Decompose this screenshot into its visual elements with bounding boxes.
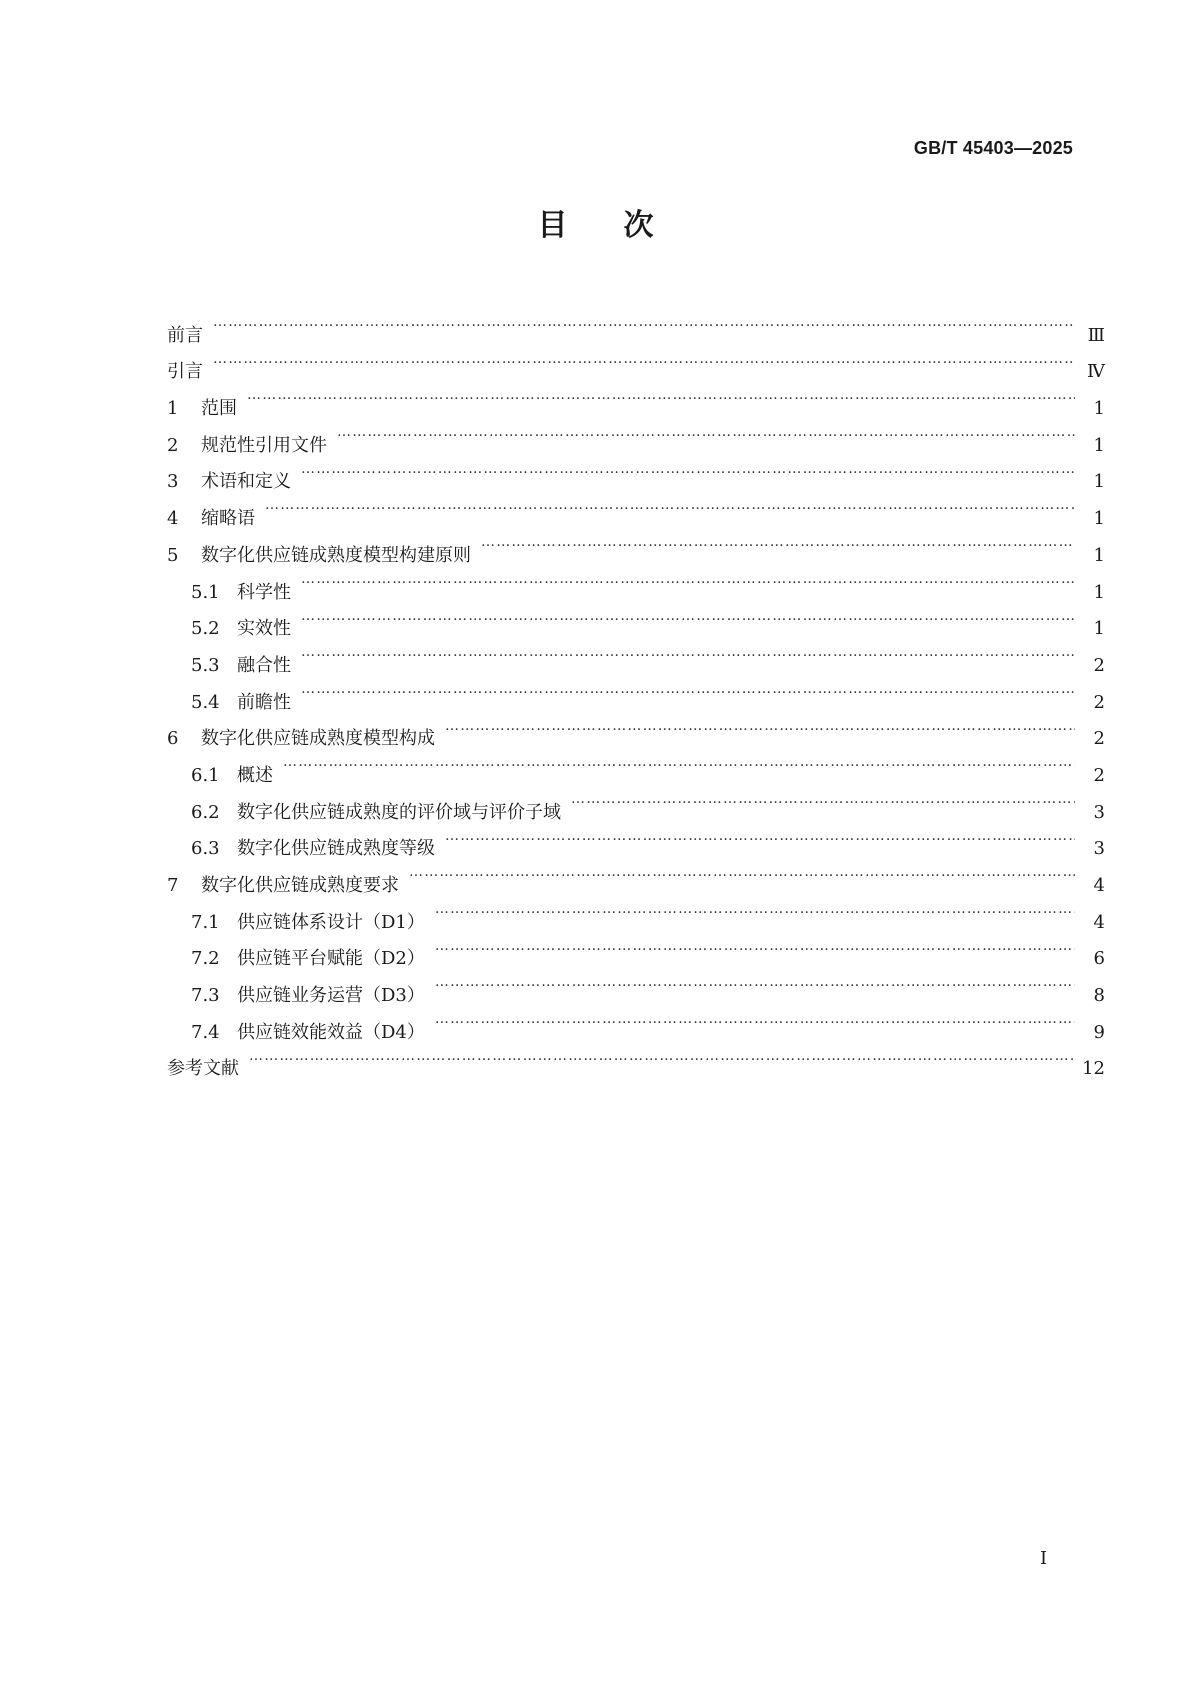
dot-leader (249, 1038, 1075, 1075)
toc-entry-page: 3 (1093, 838, 1105, 860)
toc-entry-page: 1 (1093, 434, 1105, 456)
dot-leader (337, 414, 1075, 451)
toc-entry-label: 参考文献 (167, 1058, 239, 1080)
dot-leader (481, 524, 1075, 561)
toc-entry[interactable] (167, 1038, 1105, 1080)
dot-leader (435, 891, 1075, 928)
dot-leader (571, 781, 1075, 818)
toc-entry-page: 2 (1093, 728, 1105, 750)
toc-entry-number: 5.3 (191, 654, 220, 676)
dot-leader (301, 634, 1075, 671)
toc-entry-label: 范围 (201, 398, 237, 420)
dot-leader (435, 964, 1075, 1001)
dot-leader (435, 1001, 1075, 1038)
toc-entry-label: 数字化供应链成熟度的评价域与评价子域 (237, 801, 561, 823)
toc-entry-number: 5.1 (191, 581, 220, 603)
dot-leader (301, 561, 1075, 598)
toc-entry-number: 5.2 (191, 618, 220, 640)
toc-entry-page: 1 (1093, 581, 1105, 603)
toc-entry-page: 2 (1093, 654, 1105, 676)
toc-entry-label: 规范性引用文件 (201, 434, 327, 456)
table-of-contents (167, 304, 1105, 1080)
toc-entry-label: 数字化供应链成熟度等级 (237, 838, 435, 860)
dot-leader (301, 598, 1075, 635)
toc-entry[interactable] (167, 524, 1105, 566)
toc-entry-label: 前瞻性 (237, 691, 291, 713)
toc-entry-label: 供应链平台赋能（D2） (237, 948, 425, 970)
toc-entry-label: 融合性 (237, 654, 291, 676)
toc-entry-number: 2 (167, 434, 179, 456)
toc-entry-page: 3 (1093, 801, 1105, 823)
toc-entry[interactable] (167, 671, 1105, 713)
dot-leader (283, 744, 1075, 781)
page-title: 目次 (537, 208, 710, 243)
dot-leader (265, 487, 1075, 524)
toc-entry-number: 7 (167, 875, 179, 896)
toc-entry[interactable] (167, 451, 1105, 493)
toc-entry-label: 数字化供应链成熟度要求 (201, 875, 399, 896)
dot-leader (213, 304, 1075, 341)
dot-leader (301, 451, 1075, 488)
toc-entry-page: 6 (1093, 948, 1105, 970)
dot-leader (435, 928, 1075, 965)
toc-entry-label: 供应链体系设计（D1） (237, 911, 425, 933)
dot-leader (445, 708, 1075, 745)
toc-entry[interactable] (167, 561, 1105, 603)
toc-entry[interactable] (167, 341, 1105, 383)
toc-entry-label: 术语和定义 (201, 471, 291, 493)
toc-entry-number: 6.2 (191, 801, 220, 823)
toc-entry-page: 4 (1093, 875, 1105, 896)
toc-entry-number: 7.1 (191, 911, 220, 933)
dot-leader (409, 854, 1075, 891)
toc-entry[interactable] (167, 487, 1105, 530)
toc-entry-page: 2 (1093, 691, 1105, 713)
toc-entry-number: 3 (167, 471, 179, 493)
toc-entry-page: Ⅳ (1087, 361, 1105, 383)
toc-entry-number: 4 (167, 508, 179, 530)
toc-entry-page: 2 (1093, 764, 1105, 786)
toc-entry-label: 供应链效能效益（D4） (237, 1021, 425, 1043)
toc-entry-page: 1 (1093, 618, 1105, 640)
toc-entry-label: 缩略语 (201, 508, 255, 530)
toc-entry-label: 实效性 (237, 618, 291, 640)
dot-leader (213, 341, 1075, 378)
toc-entry[interactable] (167, 781, 1105, 823)
dot-leader (445, 818, 1075, 855)
toc-entry-number: 5 (167, 544, 179, 566)
toc-entry-label: 概述 (237, 764, 273, 786)
toc-entry-label: 科学性 (237, 581, 291, 603)
toc-entry-number: 5.4 (191, 691, 220, 713)
toc-entry-page: 1 (1093, 471, 1105, 493)
toc-entry-page: 8 (1093, 985, 1105, 1007)
toc-entry[interactable] (167, 598, 1105, 640)
toc-entry[interactable] (167, 634, 1105, 676)
toc-entry[interactable] (167, 377, 1105, 420)
toc-entry-page: Ⅲ (1087, 324, 1105, 346)
toc-entry-page: 1 (1093, 544, 1105, 566)
toc-entry-number: 6.1 (191, 764, 220, 786)
toc-entry-page: 4 (1093, 911, 1105, 933)
toc-entry[interactable] (167, 744, 1105, 786)
toc-entry-label: 供应链业务运营（D3） (237, 985, 425, 1007)
toc-entry-number: 1 (167, 398, 179, 420)
toc-entry-page: 12 (1082, 1058, 1105, 1080)
toc-entry-label: 前言 (167, 324, 203, 346)
toc-entry[interactable] (167, 708, 1105, 750)
standard-code: GB/T 45403—2025 (913, 138, 1073, 158)
toc-entry[interactable] (167, 304, 1105, 346)
toc-entry-page: 1 (1093, 508, 1105, 530)
page-number: Ⅰ (1040, 1548, 1048, 1569)
toc-entry-number: 6.3 (191, 838, 220, 860)
toc-entry-number: 7.3 (191, 985, 220, 1007)
toc-entry-number: 6 (167, 728, 179, 750)
dot-leader (301, 671, 1075, 708)
toc-entry-label: 引言 (167, 361, 203, 383)
dot-leader (247, 377, 1075, 414)
toc-entry-label: 数字化供应链成熟度模型构建原则 (201, 544, 471, 566)
toc-entry[interactable] (167, 414, 1105, 456)
toc-entry-page: 1 (1093, 398, 1105, 420)
toc-entry-number: 7.2 (191, 948, 220, 970)
toc-entry-label: 数字化供应链成熟度模型构成 (201, 728, 435, 750)
toc-entry-page: 9 (1093, 1021, 1105, 1043)
toc-entry-number: 7.4 (191, 1021, 220, 1043)
